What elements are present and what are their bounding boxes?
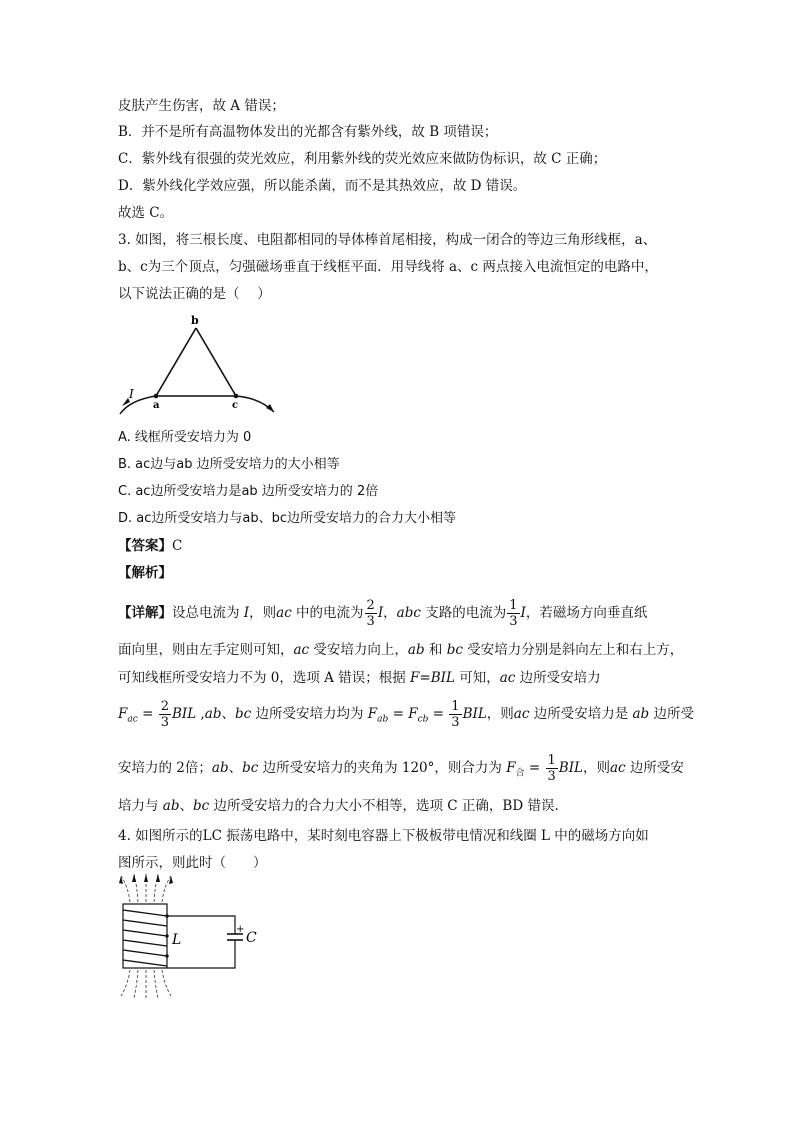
formula-bil: BIL xyxy=(171,706,197,722)
text: 可知线框所受安培力不为 0，选项 A 错误；根据 xyxy=(118,670,411,686)
var-ab: ab xyxy=(632,706,650,722)
text-line: B．并不是所有高温物体发出的光都含有紫外线，故 B 项错误； xyxy=(118,124,498,140)
fraction-one-third xyxy=(546,753,558,784)
denominator: 3 xyxy=(160,715,169,730)
lead-wire-in xyxy=(120,396,156,414)
denominator: 3 xyxy=(509,614,518,629)
question-3-stem: b、c为三个顶点，匀强磁场垂直于线框平面．用导线将 a、c 两点接入电流恒定的电路中， xyxy=(118,259,658,275)
label-current-I: I xyxy=(129,387,134,401)
formula-fbil: F=BIL xyxy=(410,670,455,686)
text: ，则 xyxy=(486,706,514,722)
var-ab: ab xyxy=(407,642,425,658)
field-line xyxy=(121,876,130,902)
fraction-two-thirds xyxy=(365,598,377,629)
var-I: I xyxy=(243,605,250,621)
text: 受安培力向上， xyxy=(309,642,408,658)
text-line: D．紫外线化学效应强，所以能杀菌，而不是其热效应，故 D 错误。 xyxy=(118,178,527,194)
field-line xyxy=(162,876,171,902)
label-L: L xyxy=(172,932,182,948)
fraction-two-thirds xyxy=(159,699,171,730)
fraction-one-third xyxy=(449,699,461,730)
text: 可知， xyxy=(454,670,500,686)
field-line xyxy=(121,970,130,996)
text: 边所受安培力 xyxy=(515,670,601,686)
text: 中的电流为 xyxy=(291,605,364,621)
field-line xyxy=(154,970,158,998)
subscript: 合 xyxy=(515,768,525,779)
numerator: 2 xyxy=(160,699,169,714)
denominator: 3 xyxy=(547,769,556,784)
text-line: C．紫外线有很强的荧光效应，利用紫外线的荧光效应来做防伪标识，故 C 正确； xyxy=(118,151,607,167)
text: 、 xyxy=(221,706,235,722)
answer-value: C xyxy=(172,538,183,554)
question-4-stem: 4. 如图所示的LC 振荡电路中，某时刻电容器上下极板带电情况和线圈 L 中的磁场方向如 xyxy=(118,828,649,844)
text: 边所受安培力的夹角为 120°，则合力为 xyxy=(258,760,507,776)
text: 边所受安培力均为 xyxy=(251,706,368,722)
var-ac: ac xyxy=(610,760,626,776)
var-I: I xyxy=(520,605,526,621)
var-ac: ac xyxy=(513,706,530,722)
text: ，若磁场方向垂直纸 xyxy=(525,605,648,621)
numerator: 1 xyxy=(547,753,556,768)
var-ac: ac xyxy=(276,605,292,621)
var-I: I xyxy=(377,605,384,621)
field-arrow xyxy=(132,874,136,882)
subscript: ab xyxy=(377,714,389,725)
field-arrow xyxy=(119,876,123,884)
text: 、 xyxy=(228,760,243,776)
field-arrow xyxy=(169,876,173,884)
text-line: 故选 C。 xyxy=(118,205,174,221)
equals: = xyxy=(137,706,158,722)
denominator: 3 xyxy=(451,715,460,730)
var-ac: ac xyxy=(499,670,516,686)
answer-line xyxy=(118,536,182,556)
text: 边所受安培力是 xyxy=(529,706,633,722)
side-bc xyxy=(196,328,236,396)
var-bc: bc xyxy=(234,706,252,722)
option-c: C. ac边所受安培力是ab 边所受安培力的 2倍 xyxy=(118,484,379,499)
option-a: A. 线框所受安培力为 0 xyxy=(118,430,252,445)
explanation-line-2 xyxy=(118,640,683,660)
text: 边所受安 xyxy=(625,760,684,776)
text: 培力与 xyxy=(118,798,163,814)
formula-bil: BIL xyxy=(462,706,487,722)
text: 边所受安培力的合力大小不相等，选项 C 正确，BD 错误. xyxy=(209,798,559,814)
text: 受安培力分别是斜向左上和右上方， xyxy=(462,642,684,658)
answer-tag: 【答案】 xyxy=(118,538,172,554)
text: 支路的电流为 xyxy=(420,605,507,621)
var-ac: ac xyxy=(293,642,310,658)
explanation-line-5 xyxy=(118,752,684,788)
field-arrow xyxy=(156,874,160,882)
triangle-circuit-figure xyxy=(118,312,280,422)
var-F: F xyxy=(367,706,378,722)
var-ab: ab xyxy=(211,760,229,776)
current-arrow-out xyxy=(266,404,274,412)
option-b: B. ac边与ab 边所受安培力的大小相等 xyxy=(118,457,340,472)
winding-dot xyxy=(165,954,168,957)
coil-windings xyxy=(123,910,167,966)
text: ，则 xyxy=(249,605,277,621)
fraction-one-third xyxy=(507,598,519,629)
var-F: F xyxy=(506,760,516,776)
var-bc: bc xyxy=(242,760,259,776)
detail-tag: 【详解】 xyxy=(118,605,172,621)
label-b: b xyxy=(191,314,199,327)
question-3-stem: 3. 如图，将三根长度、电阻都相同的导体棒首尾相接，构成一闭合的等边三角形线框，a、 xyxy=(118,232,657,248)
question-4-stem: 图所示，则此时（ ） xyxy=(118,855,267,871)
side-ab xyxy=(156,328,196,396)
text: 边所受 xyxy=(649,706,694,722)
equals: = xyxy=(388,706,409,722)
vertex-c-dot xyxy=(234,394,239,399)
subscript: ac xyxy=(127,714,138,725)
numerator: 2 xyxy=(366,598,375,613)
var-bc: bc xyxy=(446,642,463,658)
explanation-line-4 xyxy=(118,698,694,734)
text: 面向里，则由左手定则可知， xyxy=(118,642,294,658)
var-ab: ab xyxy=(204,706,222,722)
text-line: 皮肤产生伤害，故 A 错误； xyxy=(118,98,285,114)
explanation-line-3 xyxy=(118,668,601,688)
var-F: F xyxy=(118,706,128,722)
equals: = xyxy=(428,706,449,722)
formula-bil: BIL xyxy=(558,760,583,776)
var-abc: abc xyxy=(396,605,421,621)
equals: = xyxy=(524,760,545,776)
var-bc: bc xyxy=(193,798,210,814)
var-F: F xyxy=(408,706,418,722)
text: , xyxy=(196,706,205,722)
text: 安培力的 2倍； xyxy=(118,760,212,776)
vertex-a-dot xyxy=(154,394,159,399)
option-d: D. ac边所受安培力与ab、bc边所受安培力的合力大小相等 xyxy=(118,511,457,526)
text: 设总电流为 xyxy=(172,605,244,621)
plus-sign: + xyxy=(236,924,245,935)
text: ， xyxy=(383,605,397,621)
numerator: 1 xyxy=(451,699,460,714)
numerator: 1 xyxy=(509,598,518,613)
winding-dot xyxy=(165,934,168,937)
lc-circuit-figure xyxy=(115,872,265,1000)
explanation-line-1 xyxy=(118,598,647,632)
question-3-stem: 以下说法正确的是（ ） xyxy=(118,286,271,302)
subscript: cb xyxy=(417,714,429,725)
field-line xyxy=(162,970,171,996)
lead-wire-out xyxy=(236,396,274,412)
denominator: 3 xyxy=(366,614,375,629)
explanation-line-6 xyxy=(118,796,559,816)
text: ，则 xyxy=(583,760,610,776)
label-c: c xyxy=(232,400,239,411)
label-a: a xyxy=(153,400,160,411)
field-arrow xyxy=(144,874,148,882)
analysis-tag: 【解析】 xyxy=(118,565,172,581)
field-line xyxy=(134,970,138,998)
text: 、 xyxy=(179,798,193,814)
text: 和 xyxy=(424,642,447,658)
label-C: C xyxy=(246,930,257,946)
var-ab: ab xyxy=(162,798,180,814)
